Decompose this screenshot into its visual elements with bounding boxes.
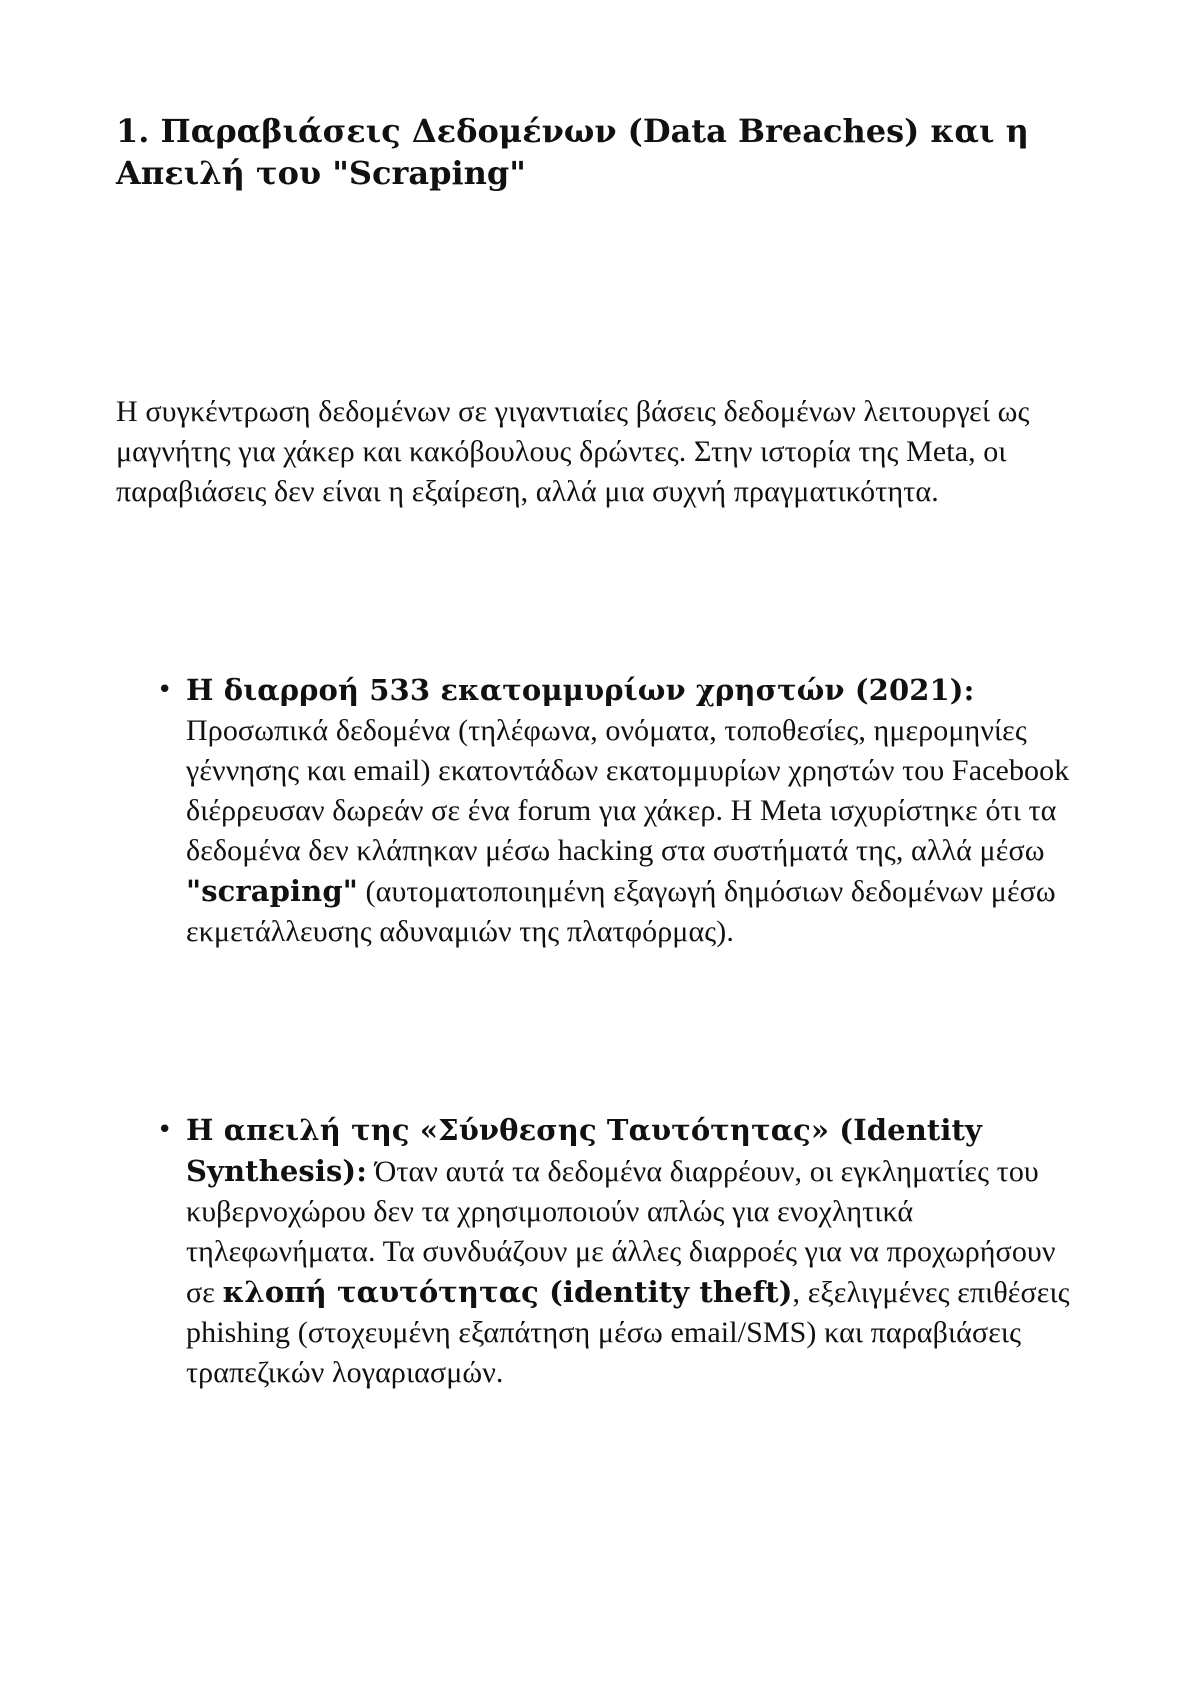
bullet-body-text-end: , εξελιγμένες επιθέσεις phishing (στοχευμένη εξαπάτηση μέσω email/SMS) και παραβιάσεις τραπεζικών λογαριασμών.	[186, 1276, 1070, 1389]
bullet-item-identity-synthesis	[157, 1110, 1086, 1393]
bullet-emphasis-text: "scraping"	[186, 874, 358, 908]
bullet-emphasis-text: κλοπή ταυτότητας (identity theft)	[222, 1275, 793, 1309]
bullet-marker: •	[157, 1115, 173, 1145]
bullet-body-text: Όταν αυτά τα δεδομένα διαρρέουν, οι εγκληματίες του κυβερνοχώρου δεν τα χρησιμοποιούν απλώς για ενοχλητικά τηλεφωνήματα. Τα συνδυάζουν με άλλες διαρροές για να προχωρήσουν σε	[186, 1155, 1056, 1309]
bullet-lead-text: Η διαρροή 533 εκατομμυρίων χρηστών (2021):	[186, 673, 975, 707]
bullet-body-text: Προσωπικά δεδομένα (τηλέφωνα, ονόματα, τοποθεσίες, ημερομηνίες γέννησης και email) εκατοντάδων εκατομμυρίων χρηστών του Facebook διέρρευσαν δωρεάν σε ένα forum για χάκερ. Η Meta ισχυρίστηκε ότι τα δεδομένα δεν κλάπηκαν μέσω hacking στα συστήματά της, αλλά μέσω	[186, 714, 1070, 867]
bullet-item-data-leak	[157, 670, 1086, 952]
intro-paragraph: Η συγκέντρωση δεδομένων σε γιγαντιαίες βάσεις δεδομένων λειτουργεί ως μαγνήτης για χάκερ και κακόβουλους δρώντες. Στην ιστορία της Meta, οι παραβιάσεις δεν είναι η εξαίρεση, αλλά μια συχνή πραγματικότητα.	[116, 395, 1030, 508]
bullet-body-text-end: (αυτοματοποιημένη εξαγωγή δημόσιων δεδομένων μέσω εκμετάλλευσης αδυναμιών της πλατφόρμας).	[186, 875, 1056, 948]
bullet-lead-text: Η απειλή της «Σύνθεσης Ταυτότητας» (Identity Synthesis):	[186, 1113, 982, 1188]
section-heading: 1. Παραβιάσεις Δεδομένων (Data Breaches) και η Απειλή του "Scraping"	[116, 112, 1029, 192]
bullet-marker: •	[157, 675, 173, 705]
